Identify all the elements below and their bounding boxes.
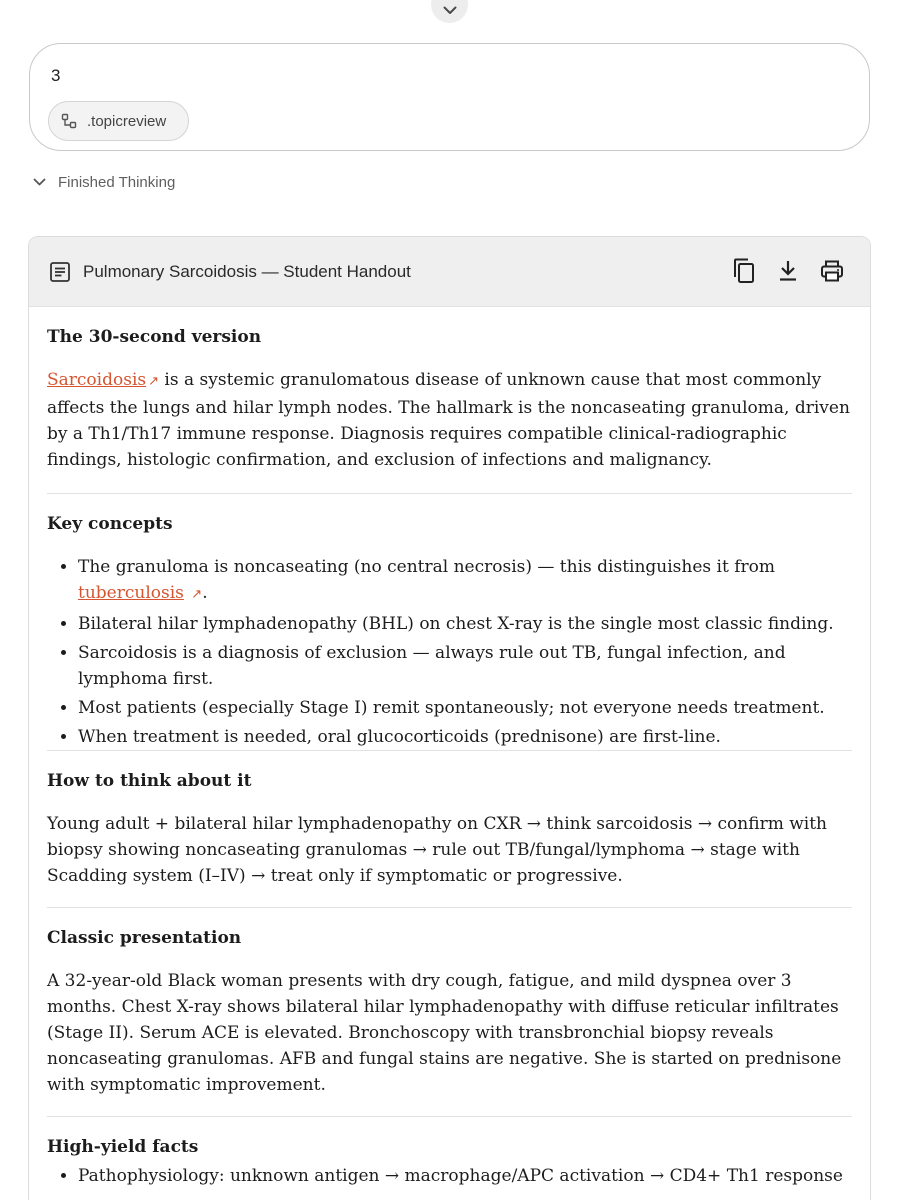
copy-icon xyxy=(733,258,755,284)
key-concepts-list xyxy=(47,554,852,750)
branch-icon xyxy=(61,113,77,129)
section-key-concepts xyxy=(47,494,852,751)
user-prompt-bubble xyxy=(29,43,870,151)
download-button[interactable] xyxy=(776,258,800,284)
list-item-text: The granuloma is noncaseating (no central necrosis) — this distinguishes it from xyxy=(78,557,775,577)
document-body xyxy=(29,307,870,1189)
section-heading: Key concepts xyxy=(47,514,173,534)
document-header xyxy=(29,237,870,307)
external-link-icon: ↗ xyxy=(148,374,160,389)
download-icon xyxy=(778,260,798,282)
prompt-text: 3 xyxy=(51,66,61,85)
section-classic-presentation xyxy=(47,908,852,1117)
document-icon xyxy=(49,261,71,283)
chevron-down-icon xyxy=(33,178,46,187)
print-button[interactable] xyxy=(820,258,844,284)
list-item: • When treatment is needed, oral glucocorticoids (prednisone) are first-line. xyxy=(78,724,852,750)
section-summary xyxy=(47,325,852,494)
external-link-icon: ↗ xyxy=(191,587,203,602)
list-item: • Sarcoidosis is a diagnosis of exclusion — always rule out TB, fungal infection, and lymphoma first. xyxy=(78,640,852,692)
section-how-to-think xyxy=(47,751,852,908)
document-actions xyxy=(732,258,844,284)
list-item-text: . xyxy=(202,583,208,603)
high-yield-list xyxy=(47,1163,852,1189)
thinking-label: Finished Thinking xyxy=(58,174,176,191)
list-item: • Most patients (especially Stage I) remit spontaneously; not everyone needs treatment. xyxy=(78,695,852,721)
section-heading: Classic presentation xyxy=(47,928,242,948)
print-icon xyxy=(820,260,844,282)
chevron-down-icon xyxy=(443,6,457,15)
section-high-yield xyxy=(47,1117,852,1189)
classic-presentation-paragraph: A 32-year-old Black woman presents with dry cough, fatigue, and mild dyspnea over 3 months. Chest X-ray shows bilateral hilar lymphadenopathy with diffuse reticular infiltrates (Stage II). Serum ACE is elevated. Bronchoscopy with transbronchial biopsy reveals noncaseating granulomas. AFB and fungal stains are negative. She is started on prednisone with symptomatic improvement. xyxy=(47,971,842,1095)
list-item: • Bilateral hilar lymphadenopathy (BHL) on chest X-ray is the single most classic finding. xyxy=(78,611,852,637)
summary-text: is a systemic granulomatous disease of unknown cause that most commonly affects the lungs and hilar lymph nodes. The hallmark is the noncaseating granuloma, driven by a Th1/Th17 immune response. Diagnosis requires compatible clinical-radiographic findings, histologic confirmation, and exclusion of infections and malignancy. xyxy=(47,370,850,470)
list-item xyxy=(78,554,852,608)
sarcoidosis-link[interactable]: Sarcoidosis xyxy=(47,370,147,390)
how-to-think-paragraph: Young adult + bilateral hilar lymphadenopathy on CXR → think sarcoidosis → confirm with biopsy showing noncaseating granulomas → rule out TB/fungal/lymphoma → stage with Scadding system (I–IV) → treat only if symptomatic or progressive. xyxy=(47,814,827,886)
document-title: Pulmonary Sarcoidosis — Student Handout xyxy=(83,261,411,281)
copy-button[interactable] xyxy=(732,258,756,284)
document-card xyxy=(28,236,871,1200)
list-item: • Pathophysiology: unknown antigen → macrophage/APC activation → CD4+ Th1 response xyxy=(78,1163,852,1189)
skill-chip[interactable] xyxy=(48,101,189,141)
section-heading: How to think about it xyxy=(47,771,252,791)
section-heading: High-yield facts xyxy=(47,1137,199,1157)
section-heading: The 30-second version xyxy=(47,327,262,347)
scroll-down-button[interactable] xyxy=(431,0,468,23)
skill-chip-label: .topicreview xyxy=(87,112,167,130)
tuberculosis-link[interactable]: tuberculosis xyxy=(78,583,184,603)
thinking-toggle[interactable] xyxy=(33,174,175,191)
summary-paragraph xyxy=(47,367,852,473)
